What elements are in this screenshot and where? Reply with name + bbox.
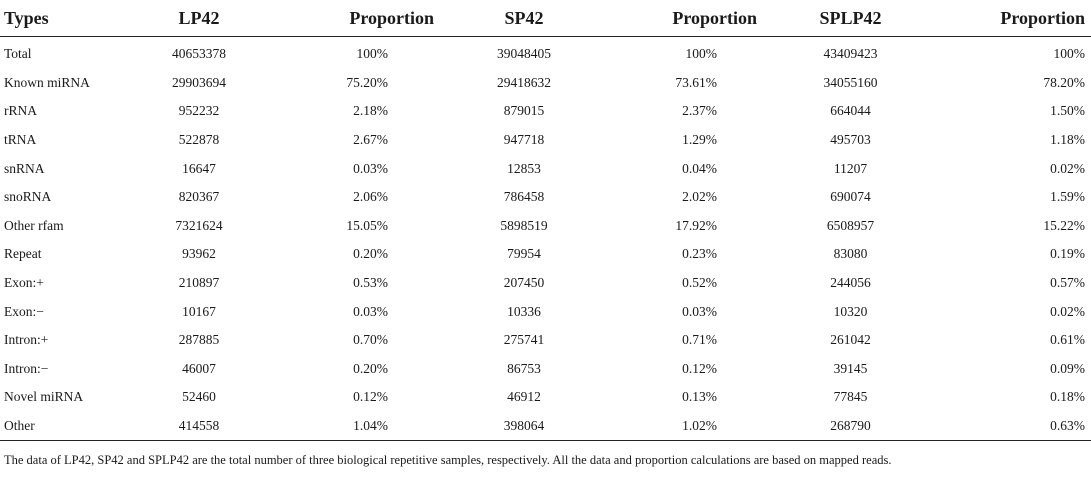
cell-lp42-proportion: 0.20% [353, 246, 388, 262]
cell-splp42-proportion: 100% [1053, 46, 1085, 62]
table-row [0, 183, 1091, 212]
table-row [0, 212, 1091, 241]
cell-sp42: 10336 [507, 303, 541, 319]
cell-splp42: 43409423 [823, 46, 878, 62]
cell-sp42: 879015 [503, 103, 545, 119]
cell-sp42: 786458 [503, 189, 545, 205]
cell-splp42-proportion: 1.18% [1050, 132, 1085, 148]
cell-sp42: 79954 [507, 246, 541, 262]
cell-lp42-proportion: 2.67% [353, 132, 388, 148]
cell-splp42: 77845 [833, 389, 868, 405]
header-sp42: SP42 [504, 7, 544, 28]
cell-type: Exon:− [4, 303, 44, 319]
cell-type: Repeat [4, 246, 42, 262]
cell-lp42: 93962 [182, 246, 216, 262]
table-row [0, 69, 1091, 98]
cell-splp42-proportion: 1.59% [1050, 189, 1085, 205]
cell-splp42: 83080 [833, 246, 868, 262]
table-row [0, 37, 1091, 69]
cell-lp42: 40653378 [172, 46, 226, 62]
cell-sp42-proportion: 1.29% [682, 132, 717, 148]
cell-lp42: 210897 [178, 275, 220, 291]
cell-lp42: 52460 [182, 389, 216, 405]
cell-sp42-proportion: 1.02% [682, 418, 717, 434]
cell-type: Intron:+ [4, 332, 49, 348]
cell-sp42: 29418632 [497, 74, 551, 90]
table-row [0, 240, 1091, 269]
header-row [0, 0, 1091, 37]
cell-splp42-proportion: 0.02% [1050, 160, 1085, 176]
cell-type: Exon:+ [4, 275, 44, 291]
header-types: Types [4, 7, 49, 28]
cell-lp42: 46007 [182, 360, 216, 376]
cell-lp42: 287885 [178, 332, 220, 348]
cell-type: snRNA [4, 160, 45, 176]
cell-splp42: 495703 [830, 132, 871, 148]
cell-type: Other [4, 418, 35, 434]
cell-splp42-proportion: 78.20% [1043, 74, 1085, 90]
cell-lp42-proportion: 1.04% [353, 418, 388, 434]
cell-splp42: 268790 [830, 418, 871, 434]
table-row [0, 97, 1091, 126]
cell-sp42: 39048405 [497, 46, 551, 62]
cell-sp42: 46912 [507, 389, 541, 405]
cell-lp42: 414558 [178, 418, 220, 434]
cell-type: rRNA [4, 103, 37, 119]
cell-lp42-proportion: 0.03% [353, 160, 388, 176]
cell-splp42: 261042 [830, 332, 871, 348]
cell-lp42: 16647 [182, 160, 216, 176]
cell-lp42: 820367 [178, 189, 220, 205]
table-row [0, 269, 1091, 298]
header-proportion-sp42: Proportion [672, 7, 757, 28]
cell-splp42: 6508957 [826, 217, 875, 233]
cell-sp42-proportion: 0.23% [682, 246, 717, 262]
cell-splp42-proportion: 0.02% [1050, 303, 1085, 319]
cell-sp42-proportion: 2.37% [682, 103, 717, 119]
cell-splp42: 244056 [830, 275, 871, 291]
cell-splp42-proportion: 0.18% [1050, 389, 1085, 405]
header-lp42: LP42 [178, 7, 220, 28]
cell-type: Known miRNA [4, 74, 90, 90]
cell-splp42-proportion: 15.22% [1043, 217, 1085, 233]
cell-lp42-proportion: 0.53% [353, 275, 388, 291]
header-proportion-lp42: Proportion [349, 7, 434, 28]
cell-splp42-proportion: 0.61% [1050, 332, 1085, 348]
cell-splp42: 39145 [833, 360, 868, 376]
cell-lp42: 7321624 [175, 217, 223, 233]
cell-sp42: 5898519 [500, 217, 548, 233]
cell-lp42-proportion: 0.70% [353, 332, 388, 348]
cell-lp42-proportion: 15.05% [346, 217, 388, 233]
cell-sp42-proportion: 0.04% [682, 160, 717, 176]
cell-lp42-proportion: 0.20% [353, 360, 388, 376]
cell-sp42: 398064 [503, 418, 545, 434]
cell-splp42: 690074 [830, 189, 871, 205]
cell-splp42: 664044 [830, 103, 871, 119]
cell-lp42-proportion: 100% [356, 46, 388, 62]
cell-splp42: 34055160 [823, 74, 878, 90]
cell-splp42-proportion: 0.57% [1050, 275, 1085, 291]
cell-type: Intron:− [4, 360, 49, 376]
header-proportion-splp42: Proportion [1000, 7, 1085, 28]
table-row [0, 383, 1091, 412]
cell-lp42-proportion: 2.18% [353, 103, 388, 119]
header-splp42: SPLP42 [819, 7, 882, 28]
cell-lp42: 29903694 [172, 74, 226, 90]
cell-sp42-proportion: 0.71% [682, 332, 717, 348]
table-row [0, 297, 1091, 326]
cell-type: tRNA [4, 132, 37, 148]
cell-type: snoRNA [4, 189, 52, 205]
table-footnote: The data of LP42, SP42 and SPLP42 are the total number of three biological repetitive samples, respectively. All the data and proportion calculations are based on mapped reads. [4, 453, 892, 468]
table-row [0, 126, 1091, 155]
table-row [0, 355, 1091, 384]
cell-lp42-proportion: 0.03% [353, 303, 388, 319]
cell-lp42: 10167 [182, 303, 216, 319]
cell-sp42-proportion: 0.03% [682, 303, 717, 319]
cell-splp42-proportion: 0.63% [1050, 418, 1085, 434]
cell-splp42-proportion: 0.19% [1050, 246, 1085, 262]
cell-lp42-proportion: 75.20% [346, 74, 388, 90]
table-row [0, 154, 1091, 183]
cell-splp42-proportion: 0.09% [1050, 360, 1085, 376]
cell-lp42: 952232 [178, 103, 220, 119]
cell-splp42-proportion: 1.50% [1050, 103, 1085, 119]
cell-sp42: 275741 [503, 332, 545, 348]
cell-sp42-proportion: 100% [685, 46, 717, 62]
cell-splp42: 11207 [833, 160, 868, 176]
cell-lp42-proportion: 2.06% [353, 189, 388, 205]
cell-sp42-proportion: 17.92% [675, 217, 717, 233]
cell-type: Other rfam [4, 217, 64, 233]
cell-sp42: 947718 [503, 132, 545, 148]
cell-lp42-proportion: 0.12% [353, 389, 388, 405]
cell-sp42: 207450 [503, 275, 545, 291]
cell-sp42: 12853 [507, 160, 541, 176]
table-row [0, 412, 1091, 441]
cell-type: Total [4, 46, 32, 62]
cell-splp42: 10320 [833, 303, 868, 319]
table-row [0, 326, 1091, 355]
cell-type: Novel miRNA [4, 389, 84, 405]
cell-sp42-proportion: 2.02% [682, 189, 717, 205]
cell-lp42: 522878 [178, 132, 220, 148]
cell-sp42-proportion: 0.52% [682, 275, 717, 291]
cell-sp42-proportion: 73.61% [675, 74, 717, 90]
cell-sp42-proportion: 0.12% [682, 360, 717, 376]
cell-sp42-proportion: 0.13% [682, 389, 717, 405]
cell-sp42: 86753 [507, 360, 541, 376]
